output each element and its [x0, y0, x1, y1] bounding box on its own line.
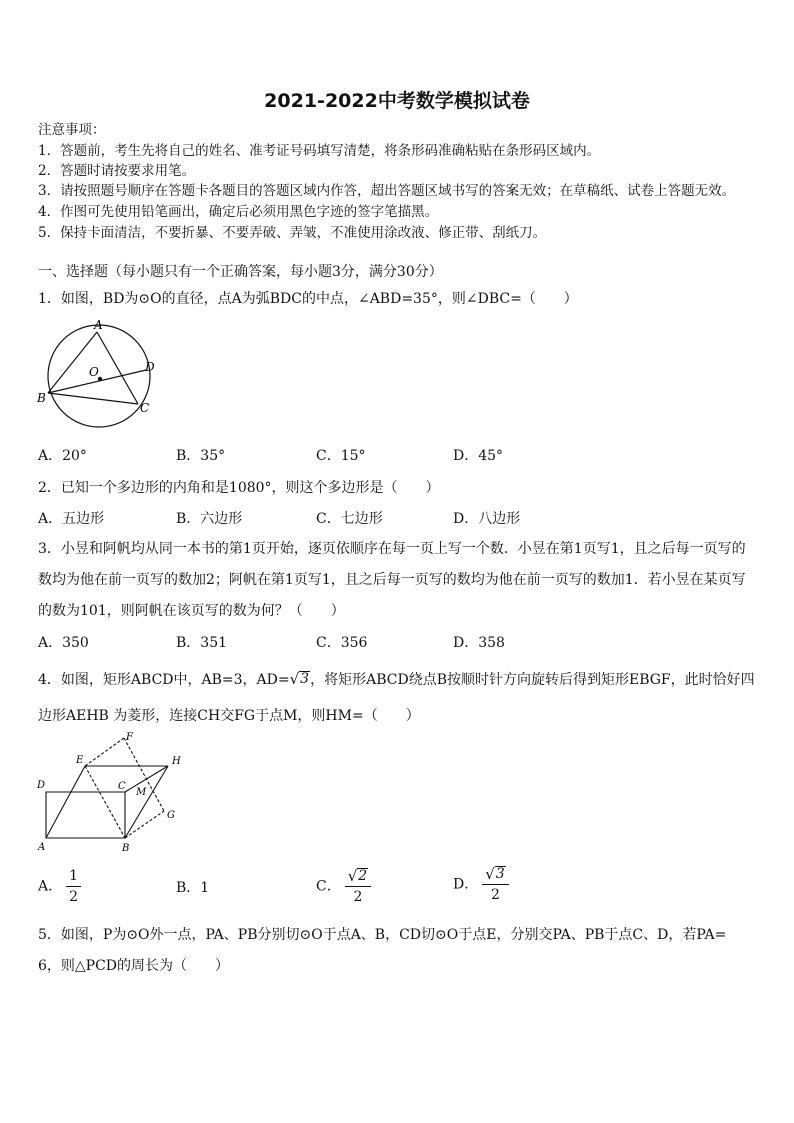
q2-option-d[interactable]: D．八边形 [453, 511, 521, 527]
q4-sqrt-value: 3 [300, 671, 310, 687]
q1-option-d[interactable]: D．45° [453, 448, 504, 464]
notice-item-3: 3．请按照题号顺序在答题卡各题目的答题区域内作答，超出答题区域书写的答案无效；在草稿纸、试卷上答题无效。 [38, 183, 736, 199]
q4-option-d-num: √ 3 [482, 866, 508, 885]
q3-option-c[interactable]: C．356 [316, 635, 368, 651]
q4-option-a-fraction [66, 868, 81, 905]
q4-option-c-num: √ 2 [345, 868, 371, 887]
q3-line-2: 数均为他在前一页写的数加2；阿帆在第1页写1，且之后每一页写的数均为他在前一页写的数加1．若小昱在某页写 [38, 572, 746, 588]
q4-label-f: F [126, 732, 133, 743]
q4-rectangle-figure [34, 730, 184, 856]
q4-option-a[interactable] [38, 868, 81, 905]
q4-option-d-fraction [482, 866, 508, 903]
notice-heading: 注意事项： [38, 122, 106, 138]
q1-label-o: O [89, 365, 99, 379]
exam-title: 2021-2022中考数学模拟试卷 [264, 90, 530, 112]
q3-option-d[interactable]: D．358 [453, 635, 505, 651]
q2-option-a[interactable]: A．五边形 [38, 511, 105, 527]
q4-option-c-prefix: C． [316, 878, 341, 895]
q4-option-c-fraction [345, 868, 371, 905]
q4-option-d-num-value: 3 [495, 866, 505, 882]
q4-option-a-num: 1 [66, 868, 81, 887]
q4-option-d[interactable] [453, 866, 509, 903]
q4-line-1-start: 4．如图，矩形ABCD中，AB=3，AD= [38, 672, 290, 688]
q4-label-d: D [37, 780, 46, 791]
q4-line-1 [38, 670, 755, 690]
q1-label-d: D [145, 360, 155, 374]
q4-line-2: 边形AEHB 为菱形，连接CH交FG于点M，则HM=（ ） [38, 708, 420, 724]
q3-option-b[interactable]: B．351 [176, 635, 228, 651]
q4-option-a-den: 2 [69, 889, 79, 905]
q2-text: 2．已知一个多边形的内角和是1080°，则这个多边形是（ ） [38, 480, 440, 496]
q1-label-a: A [94, 318, 103, 332]
notice-item-4: 4．作图可先使用铅笔画出，确定后必须用黑色字迹的签字笔描黑。 [38, 204, 439, 220]
q4-line-1-end: ，将矩形ABCD绕点B按顺时针方向旋转后得到矩形EBGF，此时恰好四 [310, 672, 755, 688]
q4-option-c[interactable] [316, 868, 371, 905]
q3-line-3: 的数为101，则阿帆在该页写的数为何？（ ） [38, 603, 345, 619]
q1-option-c[interactable]: C．15° [316, 448, 366, 464]
q4-option-c-den: 2 [353, 889, 363, 905]
q4-option-d-den: 2 [491, 887, 500, 903]
notice-item-5: 5．保持卡面清洁，不要折暴、不要弄破、弄皱，不准使用涂改液、修正带、刮纸刀。 [38, 225, 547, 241]
q1-option-b[interactable]: B．35° [176, 448, 226, 464]
q4-label-g: G [167, 810, 175, 821]
notice-item-1: 1．答题前，考生先将自己的姓名、准考证号码填写清楚，将条形码准确粘贴在条形码区域内。 [38, 143, 601, 159]
q1-circle-figure [36, 318, 166, 430]
q4-label-c: C [118, 781, 126, 792]
q5-line-1: 5．如图，P为⊙O外一点，PA、PB分别切⊙O于点A、B，CD切⊙O于点E，分别交PA、PB于点C、D，若PA= [38, 927, 727, 943]
q4-label-b: B [122, 843, 130, 854]
q4-sqrt: √ 3 [289, 670, 310, 688]
q5-line-2: 6，则△PCD的周长为（ ） [38, 958, 230, 974]
q3-option-a[interactable]: A．350 [38, 635, 89, 651]
q2-option-c[interactable]: C．七边形 [316, 511, 383, 527]
q1-label-b: B [37, 391, 46, 405]
q2-option-b[interactable]: B．六边形 [176, 511, 243, 527]
q3-line-1: 3．小昱和阿帆均从同一本书的第1页开始，逐页依顺序在每一页上写一个数．小昱在第1页写1，且之后每一页写的 [38, 541, 746, 557]
q1-option-a[interactable]: A．20° [38, 448, 87, 464]
q1-text: 1．如图，BD为⊙O的直径，点A为弧BDC的中点，∠ABD=35°，则∠DBC=（ ） [38, 291, 578, 307]
q1-label-c: C [140, 401, 150, 415]
section-heading: 一、选择题（每小题只有一个正确答案，每小题3分，满分30分） [38, 264, 443, 280]
q4-option-b[interactable]: B．1 [176, 880, 210, 896]
notice-item-2: 2．答题时请按要求用笔。 [38, 163, 196, 179]
q4-option-a-prefix: A． [38, 878, 63, 895]
q4-option-c-num-value: 2 [358, 868, 368, 884]
q4-label-h: H [172, 756, 181, 767]
q4-option-d-prefix: D． [453, 876, 479, 893]
q4-label-a: A [38, 842, 46, 853]
q4-label-m: M [136, 787, 147, 798]
q4-label-e: E [76, 755, 84, 766]
